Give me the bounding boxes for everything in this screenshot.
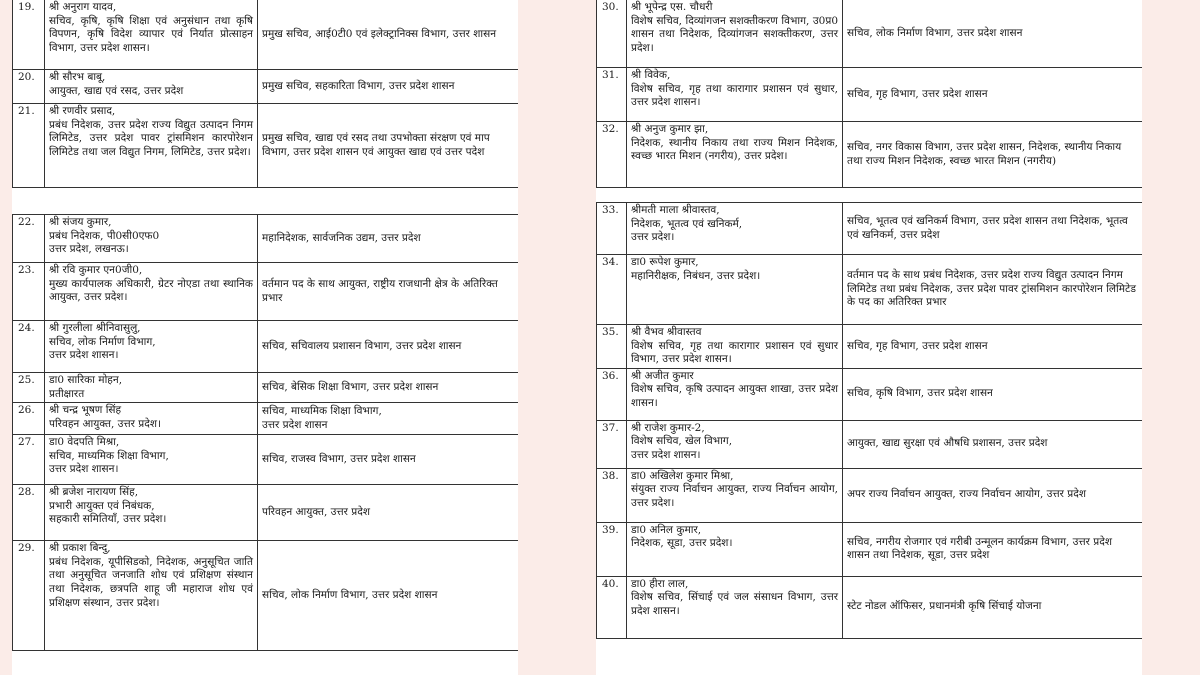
serial-number: 30. [597,0,627,68]
serial-number: 24. [13,321,45,373]
serial-number: 33. [597,203,627,255]
serial-number: 34. [597,255,627,325]
serial-number: 37. [597,420,627,468]
officer-name-and-current-post: डा0 हीरा लाल, विशेष सचिव, सिंचाई एवं जल संसाधन विभाग, उत्तर प्रदेश शासन। [627,576,843,638]
serial-number: 36. [597,368,627,420]
table-row [597,255,1143,325]
officer-name-and-current-post: डा0 अनिल कुमार, निदेशक, सूडा, उत्तर प्रदेश। [627,522,843,576]
new-posting: आयुक्त, खाद्य सुरक्षा एवं औषधि प्रशासन, उत्तर प्रदेश [843,420,1143,468]
new-posting: परिवहन आयुक्त, उत्तर प्रदेश [258,485,519,541]
officer-name-and-current-post: श्री रवि कुमार एन0जी0, मुख्य कार्यपालक अधिकारी, ग्रेटर नोएडा तथा स्थानिक आयुक्त, उत्तर प्रदेश। [45,263,258,321]
table-row [13,321,519,373]
new-posting: सचिव, बेसिक शिक्षा विभाग, उत्तर प्रदेश शासन [258,373,519,403]
new-posting: सचिव, कृषि विभाग, उत्तर प्रदेश शासन [843,368,1143,420]
officer-name-and-current-post: श्री संजय कुमार, प्रबंध निदेशक, पी0सी0एफ0 उत्तर प्रदेश, लखनऊ। [45,215,258,263]
officer-name-and-current-post: श्री विवेक, विशेष सचिव, गृह तथा कारागार प्रशासन एवं सुधार, उत्तर प्रदेश शासन। [627,68,843,122]
officer-name-and-current-post: श्री भूपेन्द्र एस. चौधरी विशेष सचिव, दिव्यांगजन सशक्तीकरण विभाग, उ0प्र0 शासन तथा निदेशक, दिव्यांगजन सशक्तीकरण, उत्तर प्रदेश। [627,0,843,68]
table-row [13,70,519,104]
table-row [597,522,1143,576]
table-row [597,325,1143,369]
serial-number: 39. [597,522,627,576]
new-posting: महानिदेशक, सार्वजनिक उद्यम, उत्तर प्रदेश [258,215,519,263]
serial-number: 32. [597,122,627,188]
page-background-strip [518,0,596,675]
officer-name-and-current-post: श्री अजीत कुमार विशेष सचिव, कृषि उत्पादन आयुक्त शाखा, उत्तर प्रदेश शासन। [627,368,843,420]
table-row [13,403,519,435]
serial-number: 27. [13,435,45,485]
table-row [597,203,1143,255]
serial-number: 21. [13,104,45,188]
new-posting: प्रमुख सचिव, आई0टी0 एवं इलेक्ट्रानिक्स विभाग, उत्तर शासन [258,0,519,70]
transfer-table [596,0,1142,188]
new-posting: सचिव, भूतत्व एवं खनिकर्म विभाग, उत्तर प्रदेश शासन तथा निदेशक, भूतत्व एवं खनिकर्म, उत्तर प्रदेश [843,203,1143,255]
table-row [13,373,519,403]
table-row [597,576,1143,638]
new-posting: प्रमुख सचिव, सहकारिता विभाग, उत्तर प्रदेश शासन [258,70,519,104]
officer-name-and-current-post: श्री सौरभ बाबू, आयुक्त, खाद्य एवं रसद, उत्तर प्रदेश [45,70,258,104]
new-posting: सचिव, लोक निर्माण विभाग, उत्तर प्रदेश शासन [843,0,1143,68]
new-posting: सचिव, गृह विभाग, उत्तर प्रदेश शासन [843,68,1143,122]
serial-number: 29. [13,541,45,651]
serial-number: 25. [13,373,45,403]
new-posting: प्रमुख सचिव, खाद्य एवं रसद तथा उपभोक्ता संरक्षण एवं माप विभाग, उत्तर प्रदेश शासन एवं आयुक्त खाद्य एवं उत्तर पदेश [258,104,519,188]
serial-number: 23. [13,263,45,321]
page-background-strip [1142,0,1200,675]
page-background-strip [0,0,12,675]
officer-name-and-current-post: श्री चन्द्र भूषण सिंह परिवहन आयुक्त, उत्तर प्रदेश। [45,403,258,435]
officer-name-and-current-post: श्री राजेश कुमार-2, विशेष सचिव, खेल विभाग, उत्तर प्रदेश शासन। [627,420,843,468]
serial-number: 22. [13,215,45,263]
table-row [597,420,1143,468]
table-row [13,435,519,485]
officer-name-and-current-post: डा0 अखिलेश कुमार मिश्रा, संयुक्त राज्य निर्वाचन आयुक्त, राज्य निर्वाचन आयोग, उत्तर प्रदेश। [627,468,843,522]
officer-name-and-current-post: श्री रणवीर प्रसाद, प्रबंध निदेशक, उत्तर प्रदेश राज्य विद्युत उत्पादन निगम लिमिटेड, उत्तर प्रदेश पावर ट्रांसमिशन कारपोरेशन लिमिटेड तथा जल विद्युत निगम, लिमिटेड, उत्तर प्रदेश। [45,104,258,188]
table-row [597,122,1143,188]
table-row [13,263,519,321]
officer-name-and-current-post: श्री वैभव श्रीवास्तव विशेष सचिव, गृह तथा कारागार प्रशासन एवं सुधार विभाग, उत्तर प्रदेश शासन। [627,325,843,369]
transfer-table [12,214,518,651]
new-posting: सचिव, माध्यमिक शिक्षा विभाग, उत्तर प्रदेश शासन [258,403,519,435]
officer-name-and-current-post: श्री गुरलीला श्रीनिवासुलु, सचिव, लोक निर्माण विभाग, उत्तर प्रदेश शासन। [45,321,258,373]
officer-name-and-current-post: श्री अनुराग यादव, सचिव, कृषि, कृषि शिक्षा एवं अनुसंधान तथा कृषि विपणन, कृषि विदेश व्यापार एवं निर्यात प्रोत्साहन विभाग, उत्तर प्रदेश शासन। [45,0,258,70]
new-posting: सचिव, लोक निर्माण विभाग, उत्तर प्रदेश शासन [258,541,519,651]
new-posting: सचिव, सचिवालय प्रशासन विभाग, उत्तर प्रदेश शासन [258,321,519,373]
officer-name-and-current-post: डा0 वेदपति मिश्रा, सचिव, माध्यमिक शिक्षा विभाग, उत्तर प्रदेश शासन। [45,435,258,485]
table-row [597,368,1143,420]
new-posting: सचिव, राजस्व विभाग, उत्तर प्रदेश शासन [258,435,519,485]
officer-name-and-current-post: डा0 सारिका मोहन, प्रतीक्षारत [45,373,258,403]
serial-number: 31. [597,68,627,122]
table-row [13,104,519,188]
panel-bottom-left [12,214,518,675]
serial-number: 28. [13,485,45,541]
new-posting: स्टेट नोडल ऑफिसर, प्रधानमंत्री कृषि सिंचाई योजना [843,576,1143,638]
table-row [13,485,519,541]
serial-number: 26. [13,403,45,435]
new-posting: सचिव, नगरीय रोजगार एवं गरीबी उन्मूलन कार्यक्रम विभाग, उत्तर प्रदेश शासन तथा निदेशक, सूडा, उत्तर प्रदेश [843,522,1143,576]
table-row [13,541,519,651]
transfer-table [596,202,1142,639]
table-row [13,215,519,263]
officer-name-and-current-post: श्रीमती माला श्रीवास्तव, निदेशक, भूतत्व एवं खनिकर्म, उत्तर प्रदेश। [627,203,843,255]
table-row [597,0,1143,68]
officer-name-and-current-post: श्री अनुज कुमार झा, निदेशक, स्थानीय निकाय तथा राज्य मिशन निदेशक, स्वच्छ भारत मिशन (नगरीय), उत्तर प्रदेश। [627,122,843,188]
new-posting: अपर राज्य निर्वाचन आयुक्त, राज्य निर्वाचन आयोग, उत्तर प्रदेश [843,468,1143,522]
officer-name-and-current-post: श्री ब्रजेश नारायण सिंह, प्रभारी आयुक्त एवं निबंधक, सहकारी समितियाँ, उत्तर प्रदेश। [45,485,258,541]
serial-number: 40. [597,576,627,638]
new-posting: वर्तमान पद के साथ आयुक्त, राष्ट्रीय राजधानी क्षेत्र के अतिरिक्त प्रभार [258,263,519,321]
new-posting: सचिव, गृह विभाग, उत्तर प्रदेश शासन [843,325,1143,369]
serial-number: 20. [13,70,45,104]
officer-name-and-current-post: डा0 रूपेश कुमार, महानिरीक्षक, निबंधन, उत्तर प्रदेश। [627,255,843,325]
new-posting: वर्तमान पद के साथ प्रबंध निदेशक, उत्तर प्रदेश राज्य विद्युत उत्पादन निगम लिमिटेड तथा प्रबंध निदेशक, उत्तर प्रदेश पावर ट्रांसमिशन कारपोरेशन लिमिटेड के पद का अतिरिक्त प्रभार [843,255,1143,325]
transfer-table [12,0,518,188]
serial-number: 35. [597,325,627,369]
new-posting: सचिव, नगर विकास विभाग, उत्तर प्रदेश शासन, निदेशक, स्थानीय निकाय तथा राज्य मिशन निदेशक, स्वच्छ भारत मिशन (नगरीय) [843,122,1143,188]
table-row [13,0,519,70]
panel-top-right [596,0,1142,190]
serial-number: 19. [13,0,45,70]
serial-number: 38. [597,468,627,522]
panel-top-left [12,0,518,190]
officer-name-and-current-post: श्री प्रकाश बिन्दु, प्रबंध निदेशक, यूपीसिडको, निदेशक, अनुसूचित जाति तथा अनुसूचित जनजाति शोध एवं प्रशिक्षण संस्थान तथा निदेशक, छत्रपति शाहू जी महाराज शोध एवं प्रशिक्षण संस्थान, उत्तर प्रदेश। [45,541,258,651]
table-row [597,68,1143,122]
table-row [597,468,1143,522]
panel-bottom-right [596,202,1142,675]
